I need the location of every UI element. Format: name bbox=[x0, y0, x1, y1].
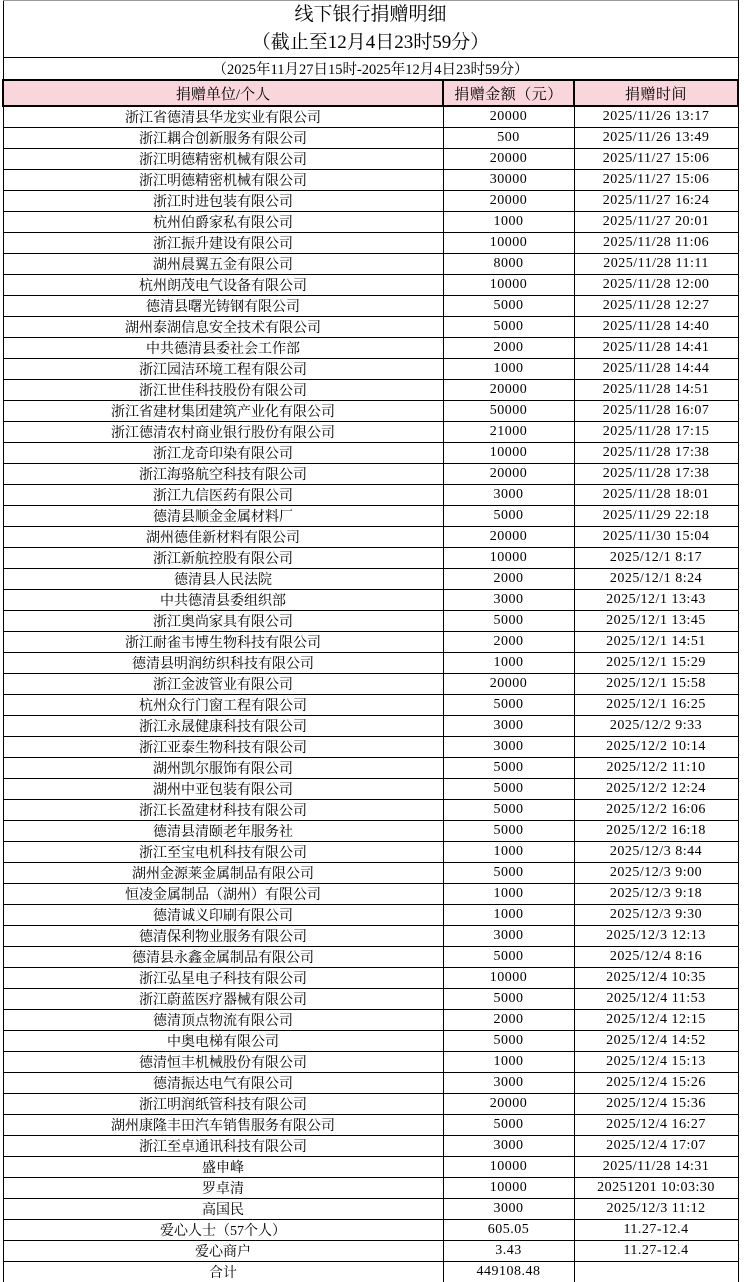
amount-cell: 1000 bbox=[443, 905, 574, 926]
amount-cell: 1000 bbox=[443, 653, 574, 674]
column-header-donor: 捐赠单位/个人 bbox=[3, 80, 443, 106]
table-row bbox=[3, 1115, 738, 1136]
table-row bbox=[3, 800, 738, 821]
time-cell: 2025/12/4 12:15 bbox=[574, 1010, 738, 1031]
amount-cell: 3000 bbox=[443, 1136, 574, 1157]
donor-cell: 浙江龙奇印染有限公司 bbox=[3, 443, 443, 464]
time-cell: 2025/12/4 15:36 bbox=[574, 1094, 738, 1115]
amount-cell: 10000 bbox=[443, 443, 574, 464]
time-cell: 2025/11/27 15:06 bbox=[574, 170, 738, 191]
table-row bbox=[3, 1094, 738, 1115]
period-row bbox=[3, 58, 738, 81]
amount-cell: 3000 bbox=[443, 485, 574, 506]
time-cell: 2025/11/30 15:04 bbox=[574, 527, 738, 548]
donor-cell: 盛申峰 bbox=[3, 1157, 443, 1178]
table-row bbox=[3, 233, 738, 254]
time-cell: 2025/11/28 14:44 bbox=[574, 359, 738, 380]
table-row bbox=[3, 695, 738, 716]
time-cell: 2025/12/1 13:43 bbox=[574, 590, 738, 611]
table-row bbox=[3, 821, 738, 842]
amount-cell: 10000 bbox=[443, 1157, 574, 1178]
donor-cell: 湖州康隆丰田汽车销售服务有限公司 bbox=[3, 1115, 443, 1136]
donor-cell: 浙江振升建设有限公司 bbox=[3, 233, 443, 254]
time-cell: 2025/12/2 16:06 bbox=[574, 800, 738, 821]
amount-cell: 5000 bbox=[443, 611, 574, 632]
time-cell: 2025/11/27 15:06 bbox=[574, 149, 738, 170]
table-row bbox=[3, 485, 738, 506]
table-row bbox=[3, 569, 738, 590]
time-cell: 2025/12/3 12:13 bbox=[574, 926, 738, 947]
time-cell: 2025/11/28 12:00 bbox=[574, 275, 738, 296]
donor-cell: 杭州伯爵家私有限公司 bbox=[3, 212, 443, 233]
time-cell: 2025/11/28 12:27 bbox=[574, 296, 738, 317]
amount-cell: 20000 bbox=[443, 527, 574, 548]
time-cell: 2025/12/1 13:45 bbox=[574, 611, 738, 632]
time-cell: 2025/12/4 14:52 bbox=[574, 1031, 738, 1052]
amount-cell: 500 bbox=[443, 128, 574, 149]
donor-cell: 德清县人民法院 bbox=[3, 569, 443, 590]
table-row bbox=[3, 296, 738, 317]
donor-cell: 湖州泰湖信息安全技术有限公司 bbox=[3, 317, 443, 338]
donor-cell: 湖州凯尔服饰有限公司 bbox=[3, 758, 443, 779]
table-row bbox=[3, 275, 738, 296]
amount-cell: 10000 bbox=[443, 275, 574, 296]
donation-table bbox=[2, 0, 739, 1282]
time-cell: 2025/11/28 14:31 bbox=[574, 1157, 738, 1178]
time-cell: 2025/11/28 11:06 bbox=[574, 233, 738, 254]
amount-cell: 10000 bbox=[443, 233, 574, 254]
amount-cell: 10000 bbox=[443, 548, 574, 569]
time-cell: 2025/12/2 10:14 bbox=[574, 737, 738, 758]
table-row bbox=[3, 1010, 738, 1031]
amount-cell: 5000 bbox=[443, 758, 574, 779]
time-cell: 2025/11/28 14:40 bbox=[574, 317, 738, 338]
donor-cell: 浙江新航控股有限公司 bbox=[3, 548, 443, 569]
table-row bbox=[3, 317, 738, 338]
table-row bbox=[3, 128, 738, 149]
amount-cell: 21000 bbox=[443, 422, 574, 443]
table-row bbox=[3, 1136, 738, 1157]
amount-cell: 5000 bbox=[443, 779, 574, 800]
table-row bbox=[3, 506, 738, 527]
amount-cell: 1000 bbox=[443, 212, 574, 233]
time-cell: 2025/12/2 12:24 bbox=[574, 779, 738, 800]
donor-cell: 浙江省建材集团建筑产业化有限公司 bbox=[3, 401, 443, 422]
title-row bbox=[3, 1, 738, 58]
donor-cell: 湖州金源莱金属制品有限公司 bbox=[3, 863, 443, 884]
table-row bbox=[3, 464, 738, 485]
donor-cell: 浙江至卓通讯科技有限公司 bbox=[3, 1136, 443, 1157]
donor-cell: 杭州朗茂电气设备有限公司 bbox=[3, 275, 443, 296]
table-row bbox=[3, 863, 738, 884]
amount-cell: 2000 bbox=[443, 569, 574, 590]
table-row bbox=[3, 359, 738, 380]
time-cell: 2025/11/27 16:24 bbox=[574, 191, 738, 212]
donor-cell: 浙江亚泰生物科技有限公司 bbox=[3, 737, 443, 758]
amount-cell: 5000 bbox=[443, 821, 574, 842]
amount-cell: 2000 bbox=[443, 1010, 574, 1031]
time-cell: 2025/12/2 16:18 bbox=[574, 821, 738, 842]
time-cell: 2025/11/26 13:49 bbox=[574, 128, 738, 149]
amount-cell: 30000 bbox=[443, 170, 574, 191]
donor-cell: 浙江弘星电子科技有限公司 bbox=[3, 968, 443, 989]
donor-cell: 杭州众行门窗工程有限公司 bbox=[3, 695, 443, 716]
time-cell: 2025/12/1 16:25 bbox=[574, 695, 738, 716]
time-cell: 2025/12/1 15:58 bbox=[574, 674, 738, 695]
amount-cell: 20000 bbox=[443, 464, 574, 485]
donor-cell: 浙江园洁环境工程有限公司 bbox=[3, 359, 443, 380]
table-row bbox=[3, 1220, 738, 1241]
amount-cell: 3000 bbox=[443, 737, 574, 758]
amount-cell: 3000 bbox=[443, 926, 574, 947]
donor-cell: 浙江金波管业有限公司 bbox=[3, 674, 443, 695]
amount-cell: 10000 bbox=[443, 1178, 574, 1199]
donor-cell: 浙江海骆航空科技有限公司 bbox=[3, 464, 443, 485]
time-cell: 2025/11/28 18:01 bbox=[574, 485, 738, 506]
table-row bbox=[3, 611, 738, 632]
column-header-amount: 捐赠金额（元） bbox=[443, 80, 574, 106]
amount-cell: 3000 bbox=[443, 716, 574, 737]
donor-cell: 德清顶点物流有限公司 bbox=[3, 1010, 443, 1031]
amount-cell: 10000 bbox=[443, 968, 574, 989]
table-row bbox=[3, 191, 738, 212]
donor-cell: 浙江九信医药有限公司 bbox=[3, 485, 443, 506]
time-cell: 2025/12/3 9:18 bbox=[574, 884, 738, 905]
column-header-time: 捐赠时间 bbox=[574, 80, 738, 106]
table-row bbox=[3, 106, 738, 128]
amount-cell: 5000 bbox=[443, 800, 574, 821]
time-cell: 2025/11/28 17:38 bbox=[574, 443, 738, 464]
time-cell: 2025/11/29 22:18 bbox=[574, 506, 738, 527]
table-row bbox=[3, 758, 738, 779]
time-cell: 11.27-12.4 bbox=[574, 1220, 738, 1241]
donor-cell: 湖州中亚包装有限公司 bbox=[3, 779, 443, 800]
amount-cell: 50000 bbox=[443, 401, 574, 422]
time-cell: 2025/11/28 17:15 bbox=[574, 422, 738, 443]
table-row bbox=[3, 632, 738, 653]
table-row bbox=[3, 737, 738, 758]
table-row bbox=[3, 1157, 738, 1178]
amount-cell: 5000 bbox=[443, 317, 574, 338]
table-row bbox=[3, 947, 738, 968]
donor-cell: 浙江省德清县华龙实业有限公司 bbox=[3, 106, 443, 128]
time-cell: 2025/12/2 11:10 bbox=[574, 758, 738, 779]
total-row bbox=[3, 1262, 738, 1282]
donor-cell: 浙江耐雀韦博生物科技有限公司 bbox=[3, 632, 443, 653]
table-row bbox=[3, 338, 738, 359]
amount-cell: 2000 bbox=[443, 338, 574, 359]
table-row bbox=[3, 779, 738, 800]
donor-cell: 爱心商户 bbox=[3, 1241, 443, 1262]
time-cell: 2025/12/2 9:33 bbox=[574, 716, 738, 737]
amount-cell: 20000 bbox=[443, 149, 574, 170]
time-cell: 2025/11/27 20:01 bbox=[574, 212, 738, 233]
donor-cell: 浙江时进包装有限公司 bbox=[3, 191, 443, 212]
donor-cell: 德清振达电气有限公司 bbox=[3, 1073, 443, 1094]
amount-cell: 3000 bbox=[443, 590, 574, 611]
donor-cell: 浙江永晟健康科技有限公司 bbox=[3, 716, 443, 737]
table-row bbox=[3, 1178, 738, 1199]
amount-cell: 5000 bbox=[443, 989, 574, 1010]
amount-cell: 605.05 bbox=[443, 1220, 574, 1241]
donor-cell: 高国民 bbox=[3, 1199, 443, 1220]
time-cell: 2025/11/28 11:11 bbox=[574, 254, 738, 275]
amount-cell: 1000 bbox=[443, 359, 574, 380]
donor-cell: 湖州德佳新材料有限公司 bbox=[3, 527, 443, 548]
amount-cell: 5000 bbox=[443, 1115, 574, 1136]
donor-cell: 中奥电梯有限公司 bbox=[3, 1031, 443, 1052]
donor-cell: 中共德清县委社会工作部 bbox=[3, 338, 443, 359]
time-cell: 2025/12/1 8:24 bbox=[574, 569, 738, 590]
time-cell: 11.27-12.4 bbox=[574, 1241, 738, 1262]
donor-cell: 浙江至宝电机科技有限公司 bbox=[3, 842, 443, 863]
table-row bbox=[3, 905, 738, 926]
time-cell: 2025/11/28 14:51 bbox=[574, 380, 738, 401]
table-row bbox=[3, 443, 738, 464]
table-row bbox=[3, 1073, 738, 1094]
page-subtitle: （截止至12月4日23时59分） bbox=[251, 32, 490, 53]
table-row bbox=[3, 1052, 738, 1073]
page-title: 线下银行捐赠明细 bbox=[294, 4, 447, 26]
table-row bbox=[3, 254, 738, 275]
time-cell: 2025/12/4 17:07 bbox=[574, 1136, 738, 1157]
donor-cell: 浙江长盈建材科技有限公司 bbox=[3, 800, 443, 821]
table-row bbox=[3, 884, 738, 905]
amount-cell: 1000 bbox=[443, 884, 574, 905]
donor-cell: 德清恒丰机械股份有限公司 bbox=[3, 1052, 443, 1073]
amount-cell: 2000 bbox=[443, 632, 574, 653]
time-cell: 2025/12/4 8:16 bbox=[574, 947, 738, 968]
table-row bbox=[3, 989, 738, 1010]
time-cell: 2025/12/4 15:13 bbox=[574, 1052, 738, 1073]
table-row bbox=[3, 170, 738, 191]
donor-cell: 浙江世佳科技股份有限公司 bbox=[3, 380, 443, 401]
table-row bbox=[3, 149, 738, 170]
amount-cell: 8000 bbox=[443, 254, 574, 275]
time-cell: 20251201 10:03:30 bbox=[574, 1178, 738, 1199]
table-row bbox=[3, 716, 738, 737]
donor-cell: 浙江明德精密机械有限公司 bbox=[3, 149, 443, 170]
donor-cell: 恒凌金属制品（湖州）有限公司 bbox=[3, 884, 443, 905]
amount-cell: 5000 bbox=[443, 1031, 574, 1052]
donor-cell: 浙江明德精密机械有限公司 bbox=[3, 170, 443, 191]
donor-cell: 德清县顺金金属材料厂 bbox=[3, 506, 443, 527]
donor-cell: 浙江耦合创新服务有限公司 bbox=[3, 128, 443, 149]
time-cell: 2025/12/3 11:12 bbox=[574, 1199, 738, 1220]
donor-cell: 湖州晨翼五金有限公司 bbox=[3, 254, 443, 275]
time-cell: 2025/12/3 9:30 bbox=[574, 905, 738, 926]
amount-cell: 5000 bbox=[443, 296, 574, 317]
amount-cell: 1000 bbox=[443, 1052, 574, 1073]
donor-cell: 德清县明润纺织科技有限公司 bbox=[3, 653, 443, 674]
donation-table-body bbox=[3, 106, 738, 1282]
table-row bbox=[3, 401, 738, 422]
table-row bbox=[3, 1031, 738, 1052]
time-cell: 2025/12/1 14:51 bbox=[574, 632, 738, 653]
time-cell: 2025/11/28 17:38 bbox=[574, 464, 738, 485]
time-cell: 2025/12/4 11:53 bbox=[574, 989, 738, 1010]
table-row bbox=[3, 590, 738, 611]
donor-cell: 德清县清颐老年服务社 bbox=[3, 821, 443, 842]
amount-cell: 5000 bbox=[443, 947, 574, 968]
time-cell: 2025/12/4 10:35 bbox=[574, 968, 738, 989]
table-row bbox=[3, 548, 738, 569]
time-cell: 2025/12/1 8:17 bbox=[574, 548, 738, 569]
table-row bbox=[3, 926, 738, 947]
table-row bbox=[3, 1199, 738, 1220]
time-cell: 2025/11/28 16:07 bbox=[574, 401, 738, 422]
donor-cell: 浙江德清农村商业银行股份有限公司 bbox=[3, 422, 443, 443]
donor-cell: 罗卓清 bbox=[3, 1178, 443, 1199]
period-label: （2025年11月27日15时-2025年12月4日23时59分） bbox=[3, 58, 738, 81]
time-cell: 2025/11/28 14:41 bbox=[574, 338, 738, 359]
time-cell: 2025/12/4 16:27 bbox=[574, 1115, 738, 1136]
time-cell bbox=[574, 1262, 738, 1282]
time-cell: 2025/12/3 8:44 bbox=[574, 842, 738, 863]
donor-cell: 合计 bbox=[3, 1262, 443, 1282]
amount-cell: 20000 bbox=[443, 380, 574, 401]
donor-cell: 德清县永鑫金属制品有限公司 bbox=[3, 947, 443, 968]
donor-cell: 浙江明润纸管科技有限公司 bbox=[3, 1094, 443, 1115]
amount-cell: 20000 bbox=[443, 191, 574, 212]
table-row bbox=[3, 1241, 738, 1262]
amount-cell: 5000 bbox=[443, 695, 574, 716]
amount-cell: 20000 bbox=[443, 1094, 574, 1115]
donor-cell: 爱心人士（57个人） bbox=[3, 1220, 443, 1241]
amount-cell: 3000 bbox=[443, 1073, 574, 1094]
amount-cell: 3000 bbox=[443, 1199, 574, 1220]
amount-cell: 20000 bbox=[443, 674, 574, 695]
donor-cell: 德清县曙光铸钢有限公司 bbox=[3, 296, 443, 317]
donor-cell: 德清保利物业服务有限公司 bbox=[3, 926, 443, 947]
time-cell: 2025/12/1 15:29 bbox=[574, 653, 738, 674]
amount-cell: 3.43 bbox=[443, 1241, 574, 1262]
table-row bbox=[3, 653, 738, 674]
amount-cell: 5000 bbox=[443, 863, 574, 884]
table-row bbox=[3, 674, 738, 695]
amount-cell: 20000 bbox=[443, 106, 574, 128]
donor-cell: 德清诚义印刷有限公司 bbox=[3, 905, 443, 926]
table-header-row bbox=[3, 80, 738, 106]
time-cell: 2025/12/3 9:00 bbox=[574, 863, 738, 884]
amount-cell: 449108.48 bbox=[443, 1262, 574, 1282]
time-cell: 2025/11/26 13:17 bbox=[574, 106, 738, 128]
page-title-block bbox=[3, 1, 738, 58]
donor-cell: 浙江蔚蓝医疗器械有限公司 bbox=[3, 989, 443, 1010]
amount-cell: 5000 bbox=[443, 506, 574, 527]
amount-cell: 1000 bbox=[443, 842, 574, 863]
donor-cell: 中共德清县委组织部 bbox=[3, 590, 443, 611]
table-row bbox=[3, 380, 738, 401]
table-row bbox=[3, 968, 738, 989]
time-cell: 2025/12/4 15:26 bbox=[574, 1073, 738, 1094]
table-row bbox=[3, 422, 738, 443]
table-row bbox=[3, 527, 738, 548]
table-row bbox=[3, 212, 738, 233]
donor-cell: 浙江奥尚家具有限公司 bbox=[3, 611, 443, 632]
table-row bbox=[3, 842, 738, 863]
